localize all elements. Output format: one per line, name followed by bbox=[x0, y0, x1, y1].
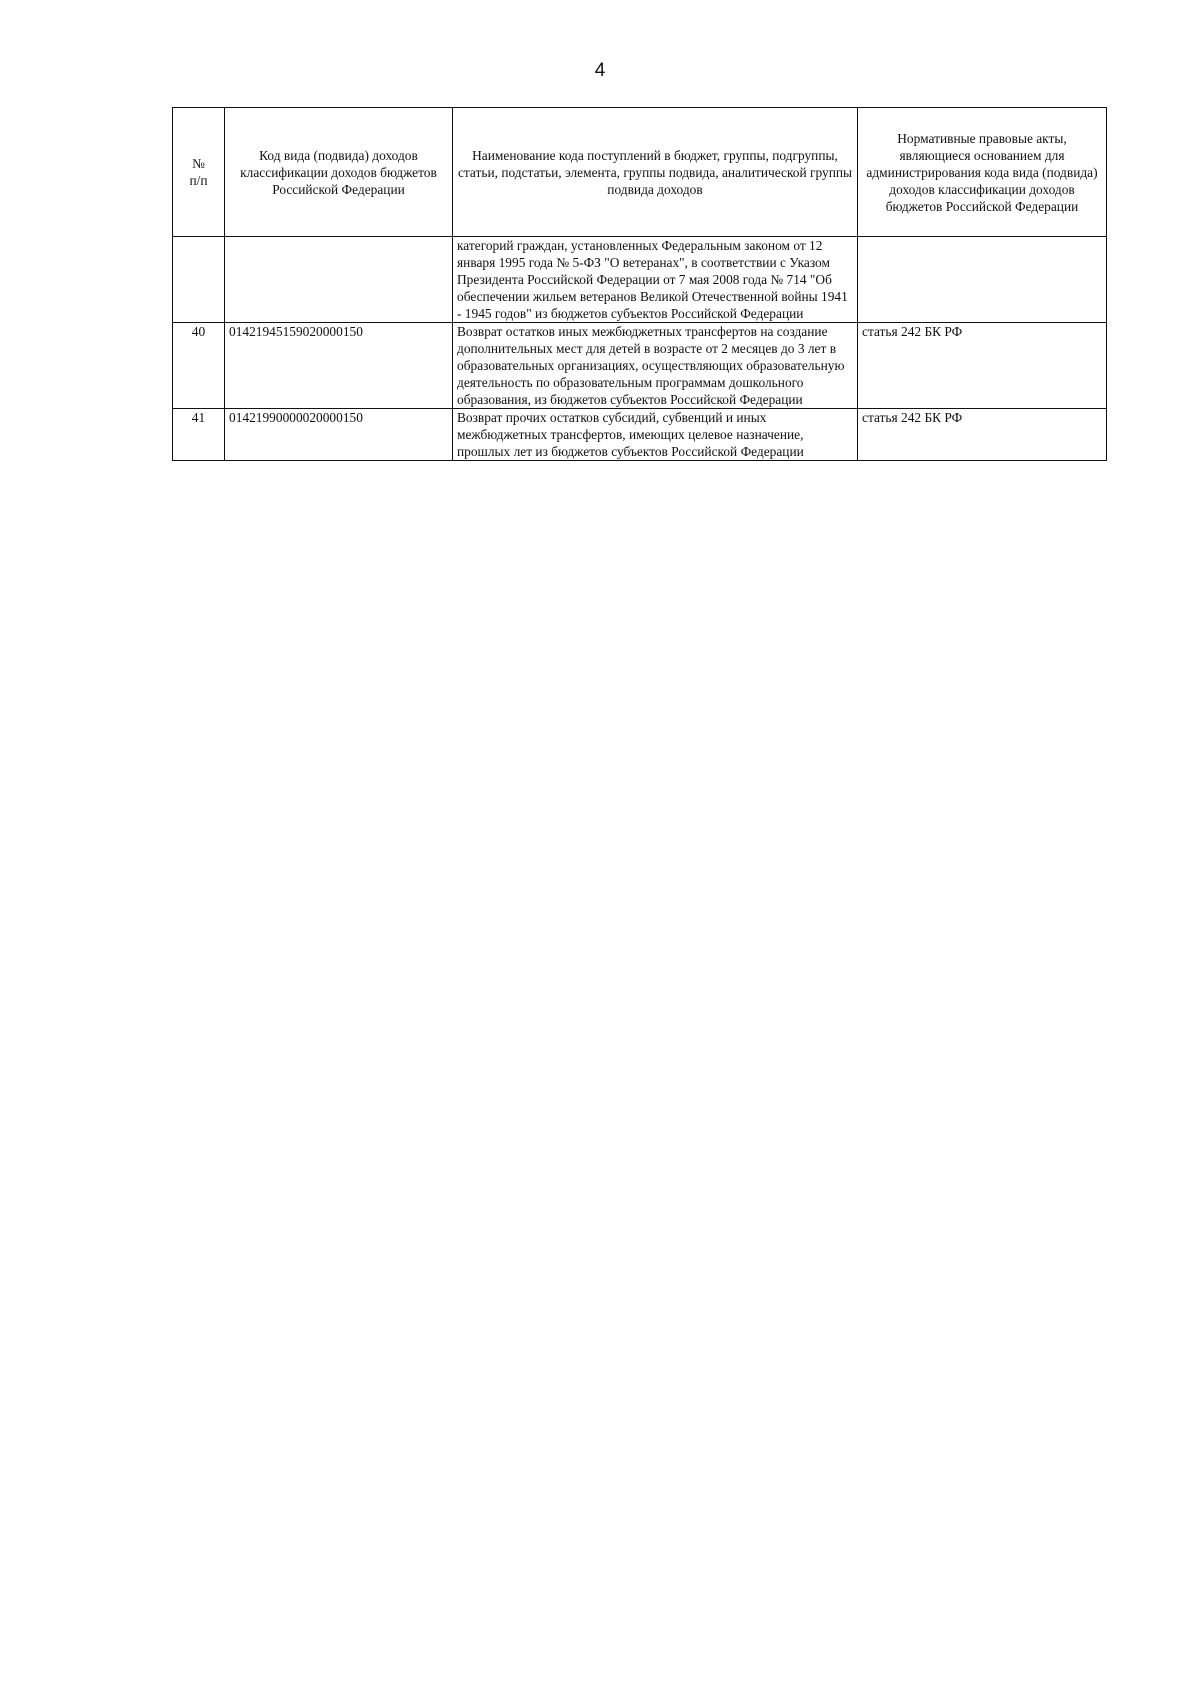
row-acts-cell bbox=[858, 237, 1107, 323]
table-row bbox=[173, 237, 1107, 323]
row-name-cell: Возврат остатков иных межбюджетных трансфертов на создание дополнительных мест для детей в возрасте от 2 месяцев до 3 лет в образовательных организациях, осуществляющих образовательную деятельность по образовательным программам дошкольного образования, из бюджетов субъектов Российской Федерации bbox=[453, 323, 858, 409]
header-code-text: Код вида (подвида) доходов классификации доходов бюджетов Российской Федерации bbox=[240, 147, 437, 197]
header-acts bbox=[858, 108, 1107, 237]
header-code bbox=[225, 108, 453, 237]
row-code-cell: 01421990000020000150 bbox=[225, 409, 453, 461]
header-row bbox=[173, 108, 1107, 237]
row-code-cell bbox=[225, 237, 453, 323]
header-name bbox=[453, 108, 858, 237]
table-row bbox=[173, 323, 1107, 409]
row-num-cell: 41 bbox=[173, 409, 225, 461]
row-acts-cell: статья 242 БК РФ bbox=[858, 409, 1107, 461]
header-num bbox=[173, 108, 225, 237]
row-name-cell: категорий граждан, установленных Федеральным законом от 12 января 1995 года № 5-ФЗ "О ветеранах", в соответствии с Указом Президента Российской Федерации от 7 мая 2008 года № 714 "Об обеспечении жильем ветеранов Великой Отечественной войны 1941 - 1945 годов" из бюджетов субъектов Российской Федерации bbox=[453, 237, 858, 323]
row-acts-cell: статья 242 БК РФ bbox=[858, 323, 1107, 409]
table-row bbox=[173, 409, 1107, 461]
row-code-cell: 01421945159020000150 bbox=[225, 323, 453, 409]
row-num-cell bbox=[173, 237, 225, 323]
header-num-text: № п/п bbox=[189, 156, 208, 188]
page-number: 4 bbox=[594, 60, 606, 81]
row-num-cell: 40 bbox=[173, 323, 225, 409]
row-name-cell: Возврат прочих остатков субсидий, субвенций и иных межбюджетных трансфертов, имеющих целевое назначение, прошлых лет из бюджетов субъектов Российской Федерации bbox=[453, 409, 858, 461]
income-codes-table bbox=[172, 107, 1107, 461]
header-acts-text: Нормативные правовые акты, являющиеся основанием для администрирования кода вида (подвида) доходов классификации доходов бюджетов Российской Федерации bbox=[866, 130, 1098, 214]
header-name-text: Наименование кода поступлений в бюджет, группы, подгруппы, статьи, подстатьи, элемента, группы подвида, аналитической группы подвида доходов bbox=[457, 147, 853, 197]
table-body bbox=[173, 237, 1107, 461]
table-header bbox=[173, 108, 1107, 237]
